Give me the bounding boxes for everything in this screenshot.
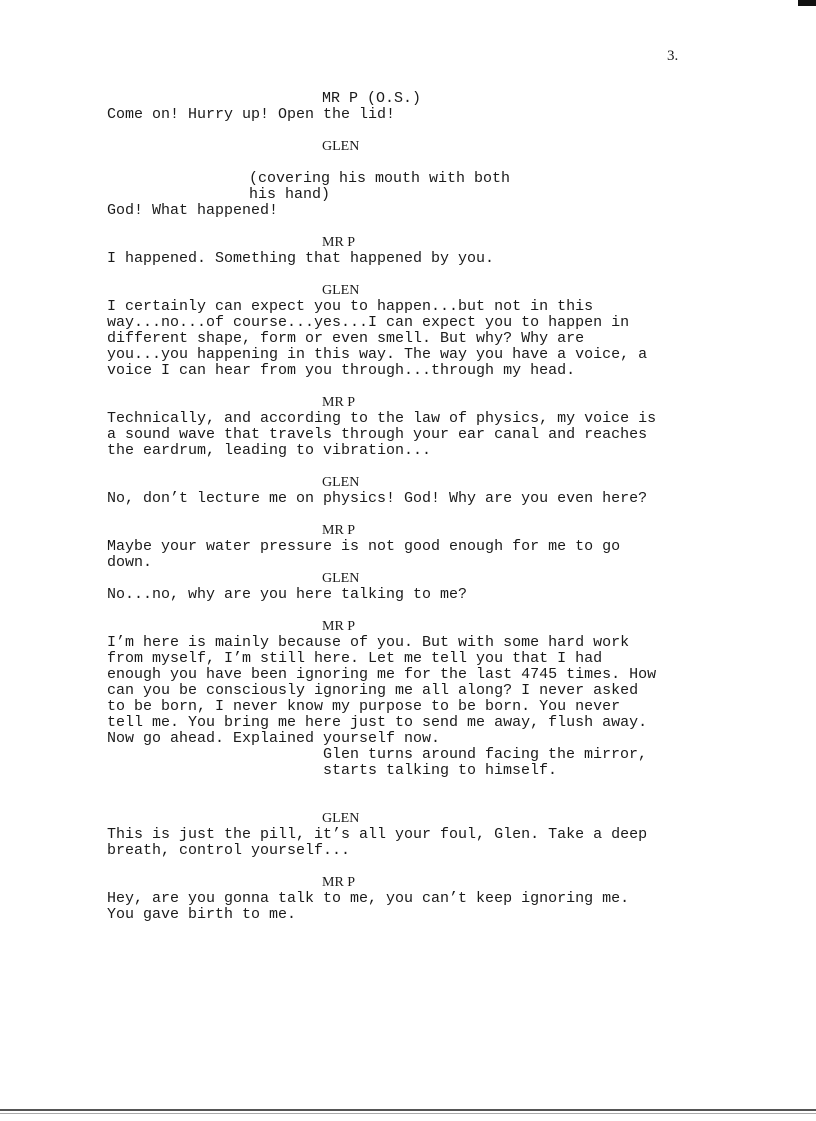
parenthetical-line: his hand) <box>249 186 331 203</box>
dialogue-line: This is just the pill, it’s all your foul, Glen. Take a deep <box>107 826 648 843</box>
dialogue-line: You gave birth to me. <box>107 906 297 923</box>
character-cue: GLEN <box>322 475 360 490</box>
character-cue: MR P <box>322 875 356 890</box>
dialogue-line: Now go ahead. Explained yourself now. <box>107 730 441 747</box>
dialogue-line: can you be consciously ignoring me all along? I never asked <box>107 682 639 699</box>
character-cue: GLEN <box>322 571 360 586</box>
dialogue-line: enough you have been ignoring me for the last 4745 times. How <box>107 666 657 683</box>
action-line: starts talking to himself. <box>323 762 558 779</box>
dialogue-line: No, don’t lecture me on physics! God! Why are you even here? <box>107 490 648 507</box>
dialogue-line: Come on! Hurry up! Open the lid! <box>107 106 396 123</box>
dialogue-line: down. <box>107 554 153 571</box>
dialogue-line: voice I can hear from you through...through my head. <box>107 362 576 379</box>
character-cue: MR P <box>322 619 356 634</box>
character-cue: MR P <box>322 235 356 250</box>
dialogue-line: Maybe your water pressure is not good enough for me to go <box>107 538 621 555</box>
parenthetical-line: (covering his mouth with both <box>249 170 511 187</box>
dialogue-line: way...no...of course...yes...I can expect you to happen in <box>107 314 630 331</box>
dialogue-line: from myself, I’m still here. Let me tell you that I had <box>107 650 603 667</box>
dialogue-line: No...no, why are you here talking to me? <box>107 586 468 603</box>
dialogue-line: Hey, are you gonna talk to me, you can’t keep ignoring me. <box>107 890 630 907</box>
dialogue-line: Technically, and according to the law of physics, my voice is <box>107 410 657 427</box>
scan-bottom-edge-faint <box>0 1113 816 1114</box>
dialogue-line: breath, control yourself... <box>107 842 351 859</box>
character-cue: GLEN <box>322 811 360 826</box>
dialogue-line: different shape, form or even smell. But why? Why are <box>107 330 585 347</box>
character-cue: MR P <box>322 523 356 538</box>
dialogue-line: I happened. Something that happened by you. <box>107 250 495 267</box>
dialogue-line: a sound wave that travels through your ear canal and reaches <box>107 426 648 443</box>
dialogue-line: I certainly can expect you to happen...but not in this <box>107 298 594 315</box>
action-line: Glen turns around facing the mirror, <box>323 746 648 763</box>
dialogue-line: the eardrum, leading to vibration... <box>107 442 432 459</box>
character-cue: GLEN <box>322 139 360 154</box>
character-cue: MR P <box>322 395 356 410</box>
dialogue-line: God! What happened! <box>107 202 279 219</box>
page-number: 3. <box>667 48 679 64</box>
scan-bottom-edge <box>0 1109 816 1111</box>
character-cue: MR P (O.S.) <box>322 90 422 107</box>
dialogue-line: I’m here is mainly because of you. But with some hard work <box>107 634 630 651</box>
dialogue-line: tell me. You bring me here just to send me away, flush away. <box>107 714 648 731</box>
dialogue-line: you...you happening in this way. The way you have a voice, a <box>107 346 648 363</box>
character-cue: GLEN <box>322 283 360 298</box>
dialogue-line: to be born, I never know my purpose to be born. You never <box>107 698 621 715</box>
scan-corner-mark <box>798 0 816 6</box>
